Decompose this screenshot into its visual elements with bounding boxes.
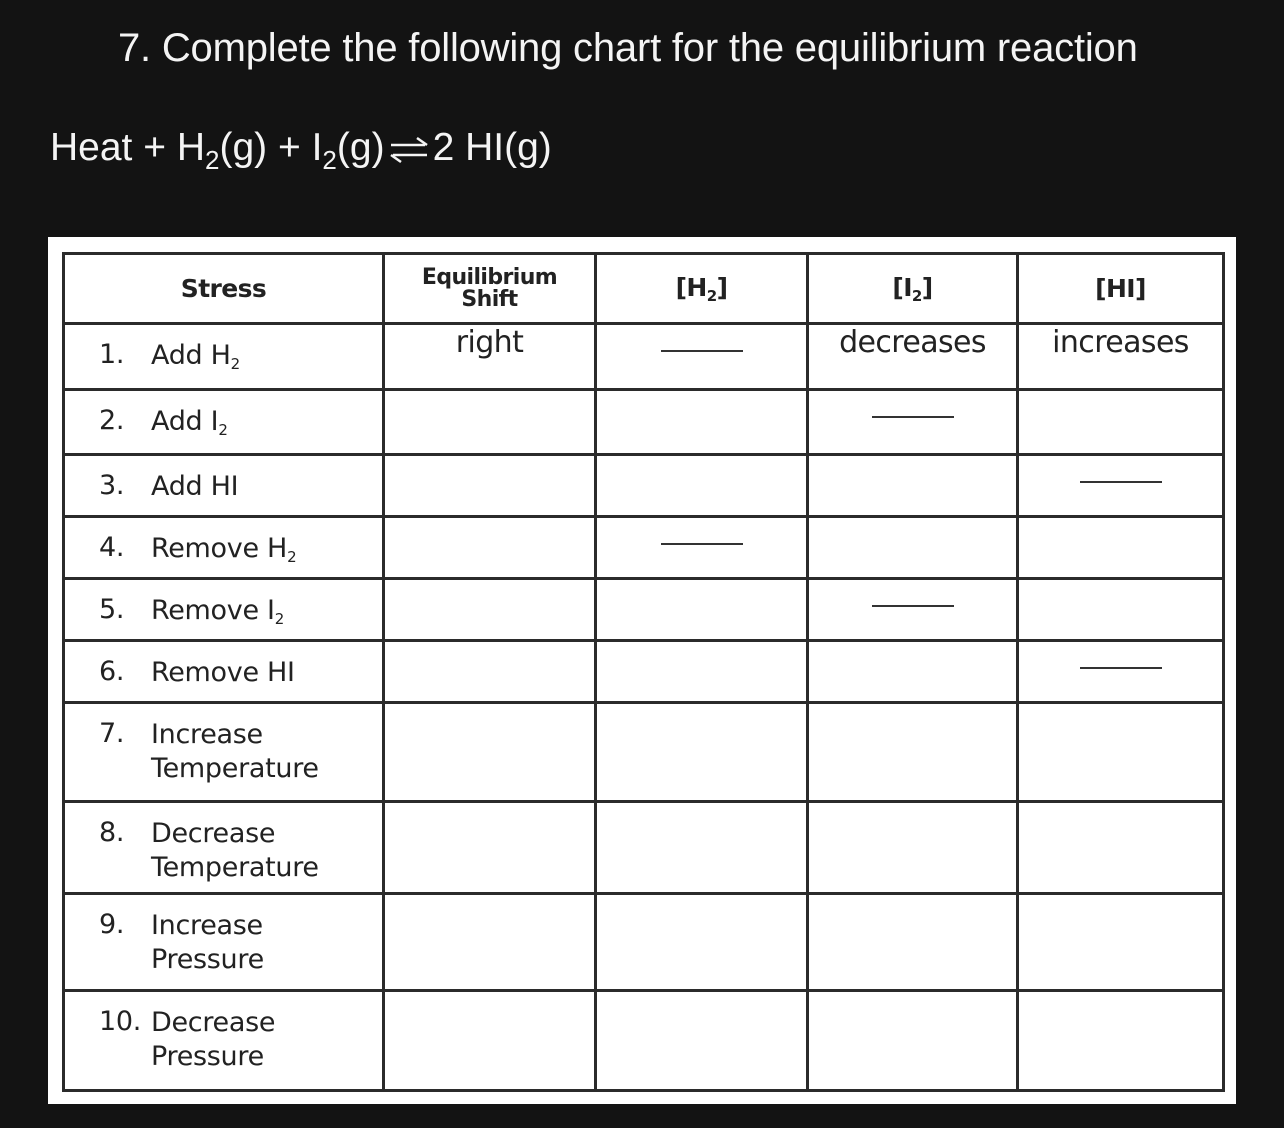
stress-line1: Add H — [151, 340, 231, 371]
hi-cell[interactable] — [1018, 801, 1224, 893]
stress-text — [151, 817, 319, 885]
shift-cell[interactable] — [384, 516, 596, 578]
stress-cell — [64, 641, 384, 703]
reaction-equation — [50, 126, 552, 176]
i2-cell[interactable] — [808, 516, 1018, 578]
stress-cell — [64, 703, 384, 801]
stress-cell — [64, 894, 384, 990]
stress-line1: Remove HI — [151, 657, 295, 689]
eq-i2-subscript: 2 — [322, 145, 337, 175]
header-i2-text: [I — [892, 272, 912, 302]
stress-subscript: 2 — [274, 609, 284, 628]
stress-line1: Remove I — [151, 594, 275, 626]
h2-cell[interactable] — [596, 641, 808, 703]
table-row — [64, 990, 1224, 1090]
table-row — [64, 801, 1224, 893]
i2-cell[interactable] — [808, 801, 1018, 893]
header-shift-line1: Equilibrium — [421, 264, 558, 290]
table-row — [64, 454, 1224, 516]
hi-cell[interactable] — [1018, 390, 1224, 454]
stress-text — [151, 405, 228, 447]
stress-line1: Remove H — [151, 532, 288, 564]
stress-text — [151, 470, 238, 504]
header-i2-close: ] — [921, 272, 933, 302]
shift-cell[interactable] — [384, 801, 596, 893]
header-h2-sub: 2 — [706, 286, 717, 305]
stress-subscript: 2 — [230, 355, 240, 373]
eq-heat: Heat + H — [50, 126, 205, 169]
table-row — [64, 894, 1224, 990]
i2-cell[interactable]: decreases — [808, 324, 1018, 390]
stress-line1: Add HI — [151, 470, 239, 502]
table-row — [64, 324, 1224, 390]
header-h2-text: [H — [675, 272, 707, 302]
stress-number: 3. — [99, 469, 125, 501]
header-h2 — [596, 254, 808, 324]
stress-number: 4. — [99, 531, 125, 563]
question-title: 7. Complete the following chart for the equilibrium reaction — [118, 26, 1138, 70]
header-i2-sub: 2 — [911, 286, 922, 305]
stress-text — [151, 909, 264, 977]
stress-line2: Pressure — [151, 1040, 264, 1072]
stress-line2: Pressure — [151, 944, 264, 976]
no-change-dash — [872, 605, 954, 607]
hi-cell[interactable] — [1018, 516, 1224, 578]
shift-cell[interactable] — [384, 578, 596, 640]
header-i2 — [808, 254, 1018, 324]
stress-line1: Decrease — [151, 1006, 276, 1038]
no-change-dash — [661, 350, 743, 352]
header-row — [64, 254, 1224, 324]
stress-line1: Decrease — [151, 817, 276, 849]
equilibrium-chart — [62, 252, 1225, 1092]
shift-cell[interactable] — [384, 390, 596, 454]
stress-cell — [64, 578, 384, 640]
table-row — [64, 578, 1224, 640]
i2-cell[interactable] — [808, 990, 1018, 1090]
hi-cell[interactable] — [1018, 990, 1224, 1090]
stress-text — [151, 594, 284, 636]
stress-cell — [64, 324, 384, 390]
shift-cell[interactable] — [384, 454, 596, 516]
stress-number: 7. — [99, 718, 125, 750]
i2-cell[interactable] — [808, 578, 1018, 640]
no-change-dash — [661, 543, 743, 545]
h2-cell[interactable] — [596, 324, 808, 390]
stress-number: 10. — [99, 1005, 142, 1037]
stress-cell — [64, 390, 384, 454]
shift-cell[interactable]: right — [384, 324, 596, 390]
stress-text — [151, 718, 319, 786]
eq-product: 2 HI(g) — [432, 126, 552, 169]
i2-cell[interactable] — [808, 454, 1018, 516]
h2-cell[interactable] — [596, 990, 808, 1090]
stress-text — [151, 532, 296, 574]
h2-cell[interactable] — [596, 390, 808, 454]
stress-cell — [64, 801, 384, 893]
stress-text — [151, 656, 295, 690]
table-row — [64, 703, 1224, 801]
stress-line2: Temperature — [151, 851, 319, 883]
stress-number: 5. — [99, 593, 125, 625]
i2-cell[interactable] — [808, 894, 1018, 990]
i2-cell[interactable] — [808, 641, 1018, 703]
stress-line1: Increase — [151, 910, 263, 942]
table-row — [64, 516, 1224, 578]
shift-cell[interactable] — [384, 894, 596, 990]
stress-number: 8. — [99, 816, 125, 848]
stress-number: 6. — [99, 656, 125, 688]
stress-line1: Add I — [151, 406, 219, 438]
stress-line1: Increase — [151, 719, 263, 751]
stress-number: 1. — [99, 339, 125, 370]
header-hi: [HI] — [1018, 254, 1224, 324]
eq-end: (g) — [336, 126, 385, 169]
worksheet — [48, 237, 1236, 1104]
i2-cell[interactable] — [808, 390, 1018, 454]
h2-cell[interactable] — [596, 578, 808, 640]
stress-cell — [64, 454, 384, 516]
no-change-dash — [872, 416, 954, 418]
h2-cell[interactable] — [596, 454, 808, 516]
h2-cell[interactable] — [596, 801, 808, 893]
eq-mid: (g) + I — [219, 126, 323, 169]
h2-cell[interactable] — [596, 703, 808, 801]
stress-line2: Temperature — [151, 753, 319, 785]
hi-cell[interactable] — [1018, 454, 1224, 516]
shift-cell[interactable] — [384, 641, 596, 703]
stress-subscript: 2 — [287, 547, 297, 566]
hi-cell[interactable] — [1018, 578, 1224, 640]
i2-cell[interactable] — [808, 703, 1018, 801]
h2-cell[interactable] — [596, 894, 808, 990]
header-h2-close: ] — [716, 272, 728, 302]
header-stress: Stress — [64, 254, 384, 324]
equilibrium-arrow-icon — [387, 135, 431, 165]
table-row — [64, 641, 1224, 703]
header-equilibrium-shift — [384, 254, 596, 324]
header-shift-line2: Shift — [461, 286, 518, 312]
h2-cell[interactable] — [596, 516, 808, 578]
stress-text — [151, 339, 240, 381]
hi-cell[interactable] — [1018, 641, 1224, 703]
no-change-dash — [1080, 667, 1162, 669]
stress-number: 9. — [99, 909, 125, 941]
hi-cell[interactable] — [1018, 703, 1224, 801]
table-row — [64, 390, 1224, 454]
stress-cell — [64, 990, 384, 1090]
shift-cell[interactable] — [384, 703, 596, 801]
stress-subscript: 2 — [218, 421, 228, 440]
stress-text — [151, 1006, 275, 1074]
stress-cell — [64, 516, 384, 578]
hi-cell[interactable]: increases — [1018, 324, 1224, 390]
shift-cell[interactable] — [384, 990, 596, 1090]
hi-cell[interactable] — [1018, 894, 1224, 990]
stress-number: 2. — [99, 405, 125, 437]
no-change-dash — [1080, 481, 1162, 483]
eq-h2-subscript: 2 — [205, 145, 220, 175]
